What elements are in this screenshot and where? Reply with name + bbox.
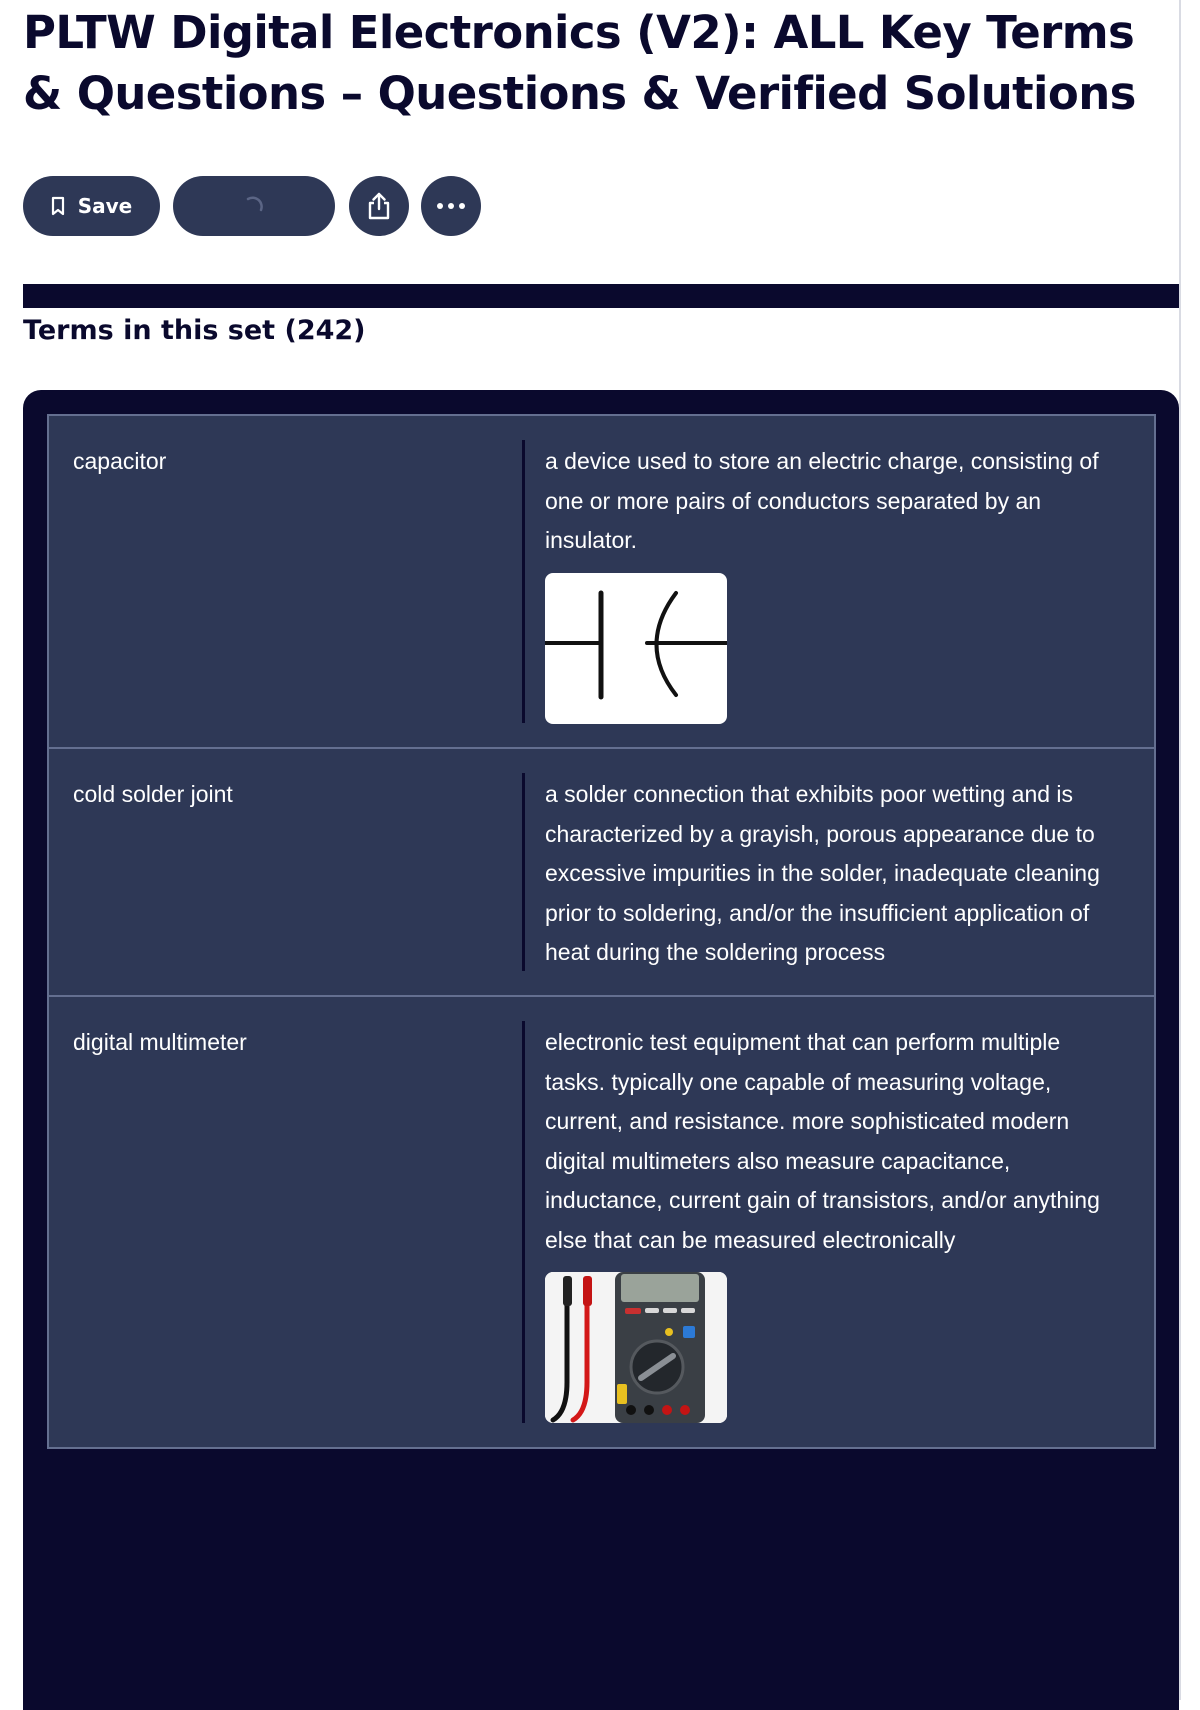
digital-multimeter-photo bbox=[545, 1272, 727, 1423]
term-column-divider bbox=[522, 1021, 525, 1423]
page-edge-divider bbox=[1179, 0, 1181, 1700]
section-divider-bar bbox=[23, 284, 1179, 308]
term-row[interactable] bbox=[49, 749, 1154, 997]
save-button[interactable] bbox=[23, 176, 160, 236]
loading-button[interactable] bbox=[173, 176, 335, 236]
definition-text: a solder connection that exhibits poor wetting and is characterized by a grayish, porous appearance due to excessive impurities in the solder, inadequate cleaning prior to soldering, and/or the insufficient application of heat during the soldering process bbox=[545, 781, 1100, 965]
terms-heading: Terms in this set (242) bbox=[23, 315, 366, 346]
term-column-divider bbox=[522, 773, 525, 971]
definition-text: a device used to store an electric charge, consisting of one or more pairs of conductors separated by an insulator. bbox=[545, 448, 1099, 553]
term-column-divider bbox=[522, 440, 525, 723]
save-label: Save bbox=[77, 194, 133, 218]
term-row[interactable] bbox=[49, 416, 1154, 749]
term-word: digital multimeter bbox=[73, 1029, 247, 1055]
more-dots-icon bbox=[436, 202, 466, 210]
term-list bbox=[47, 414, 1156, 1449]
term-row[interactable] bbox=[49, 997, 1154, 1447]
page-title: PLTW Digital Electronics (V2): ALL Key Terms & Questions – Questions & Verified Solutions bbox=[23, 6, 1136, 120]
term-word: capacitor bbox=[73, 448, 167, 474]
more-options-button[interactable] bbox=[421, 176, 481, 236]
capacitor-symbol-image[interactable] bbox=[545, 573, 727, 724]
bookmark-icon bbox=[51, 196, 65, 216]
definition-text: electronic test equipment that can perform multiple tasks. typically one capable of measuring voltage, current, and resistance. more sophisticated modern digital multimeters also measure capacitance, inductance, current gain of transistors, and/or anything else that can be measured electronically bbox=[545, 1029, 1100, 1253]
digital-multimeter-image[interactable] bbox=[545, 1272, 727, 1423]
term-definition bbox=[519, 749, 1119, 995]
term-definition bbox=[519, 416, 1119, 747]
capacitor-symbol bbox=[545, 573, 727, 724]
share-icon bbox=[365, 191, 393, 221]
term-word: cold solder joint bbox=[73, 781, 233, 807]
spinner-icon bbox=[241, 193, 267, 219]
share-button[interactable] bbox=[349, 176, 409, 236]
term-definition bbox=[519, 997, 1119, 1447]
